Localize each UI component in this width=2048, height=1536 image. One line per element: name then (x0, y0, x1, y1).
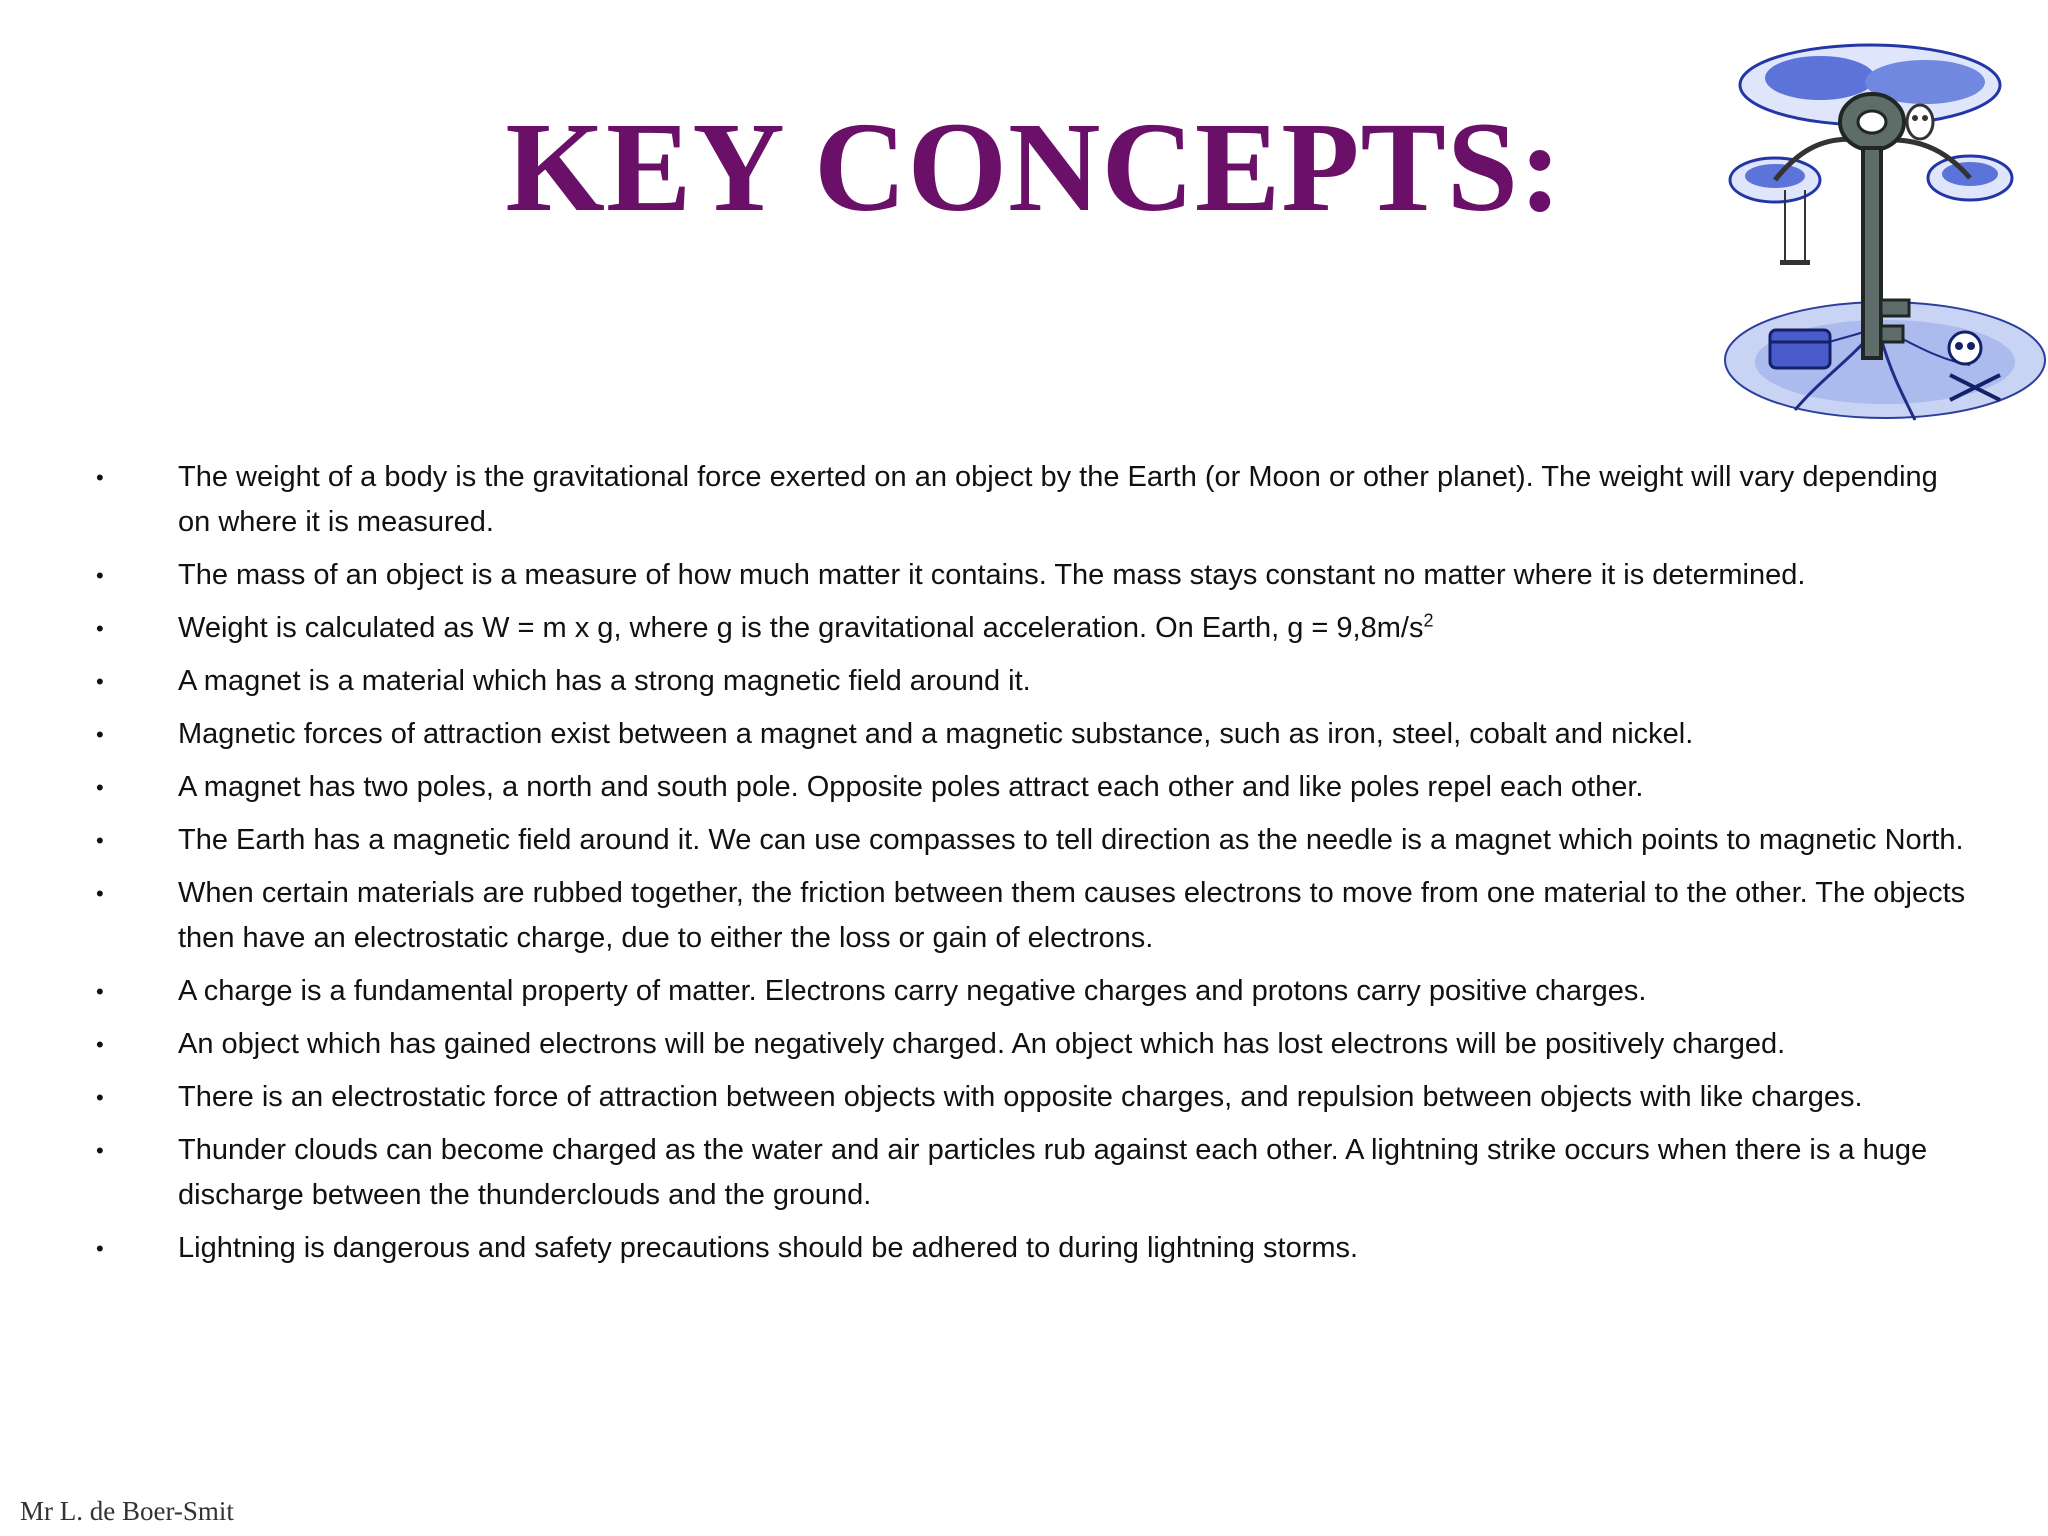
concept-item (96, 1128, 1976, 1218)
concept-item (96, 871, 1976, 961)
concept-text: The Earth has a magnetic field around it. We can use compasses to tell direction as the needle is a magnet which points to magnetic North. (178, 824, 1964, 856)
bullet-icon: • (96, 722, 104, 747)
concept-text: Weight is calculated as W = m x g, where g is the gravitational acceleration. On Earth, g = 9,8m/s (178, 612, 1424, 644)
key-concepts-list (96, 455, 1976, 1279)
bullet-icon: • (96, 465, 104, 490)
bullet-icon: • (96, 563, 104, 588)
concept-text: Magnetic forces of attraction exist between a magnet and a magnetic substance, such as iron, steel, cobalt and nickel. (178, 718, 1694, 750)
concept-text: There is an electrostatic force of attraction between objects with opposite charges, and repulsion between objects with like charges. (178, 1081, 1863, 1113)
concept-text: When certain materials are rubbed together, the friction between them causes electrons to move from one material to the other. The objects then have an electrostatic charge, due to either the loss or gain of electrons. (178, 877, 1966, 954)
concept-item (96, 606, 1976, 651)
concept-text: Thunder clouds can become charged as the water and air particles rub against each other. A lightning strike occurs when there is a huge discharge between the thunderclouds and the ground. (178, 1134, 1928, 1211)
page-title: KEY CONCEPTS: (505, 96, 1563, 238)
concept-item (96, 659, 1976, 704)
concept-text: A magnet has two poles, a north and south pole. Opposite poles attract each other and like poles repel each other. (178, 771, 1644, 803)
concept-item (96, 818, 1976, 863)
concept-item (96, 1075, 1976, 1120)
concept-text: The mass of an object is a measure of how much matter it contains. The mass stays constant no matter where it is determined. (178, 559, 1806, 591)
concept-item (96, 1226, 1976, 1271)
concept-item (96, 553, 1976, 598)
concept-item (96, 455, 1976, 545)
concept-item (96, 765, 1976, 810)
concept-text: An object which has gained electrons will be negatively charged. An object which has lost electrons will be positively charged. (178, 1028, 1786, 1060)
bullet-icon: • (96, 881, 104, 906)
concept-text: A magnet is a material which has a strong magnetic field around it. (178, 665, 1031, 697)
concept-item (96, 712, 1976, 757)
bullet-icon: • (96, 828, 104, 853)
bullet-icon: • (96, 775, 104, 800)
key-tree-illustration-icon (1700, 30, 2048, 430)
bullet-icon: • (96, 1138, 104, 1163)
bullet-icon: • (96, 669, 104, 694)
author-credit: Mr L. de Boer-Smit (20, 1496, 234, 1526)
concept-text: A charge is a fundamental property of matter. Electrons carry negative charges and protons carry positive charges. (178, 975, 1647, 1007)
bullet-icon: • (96, 1236, 104, 1261)
concept-item (96, 969, 1976, 1014)
bullet-icon: • (96, 616, 104, 641)
concept-text: Lightning is dangerous and safety precautions should be adhered to during lightning storms. (178, 1232, 1359, 1264)
concept-item (96, 1022, 1976, 1067)
concept-text: The weight of a body is the gravitational force exerted on an object by the Earth (or Moon or other planet). The weight will vary depending on where it is measured. (178, 461, 1938, 538)
superscript: 2 (1423, 610, 1434, 631)
bullet-icon: • (96, 979, 104, 1004)
bullet-icon: • (96, 1085, 104, 1110)
bullet-icon: • (96, 1032, 104, 1057)
